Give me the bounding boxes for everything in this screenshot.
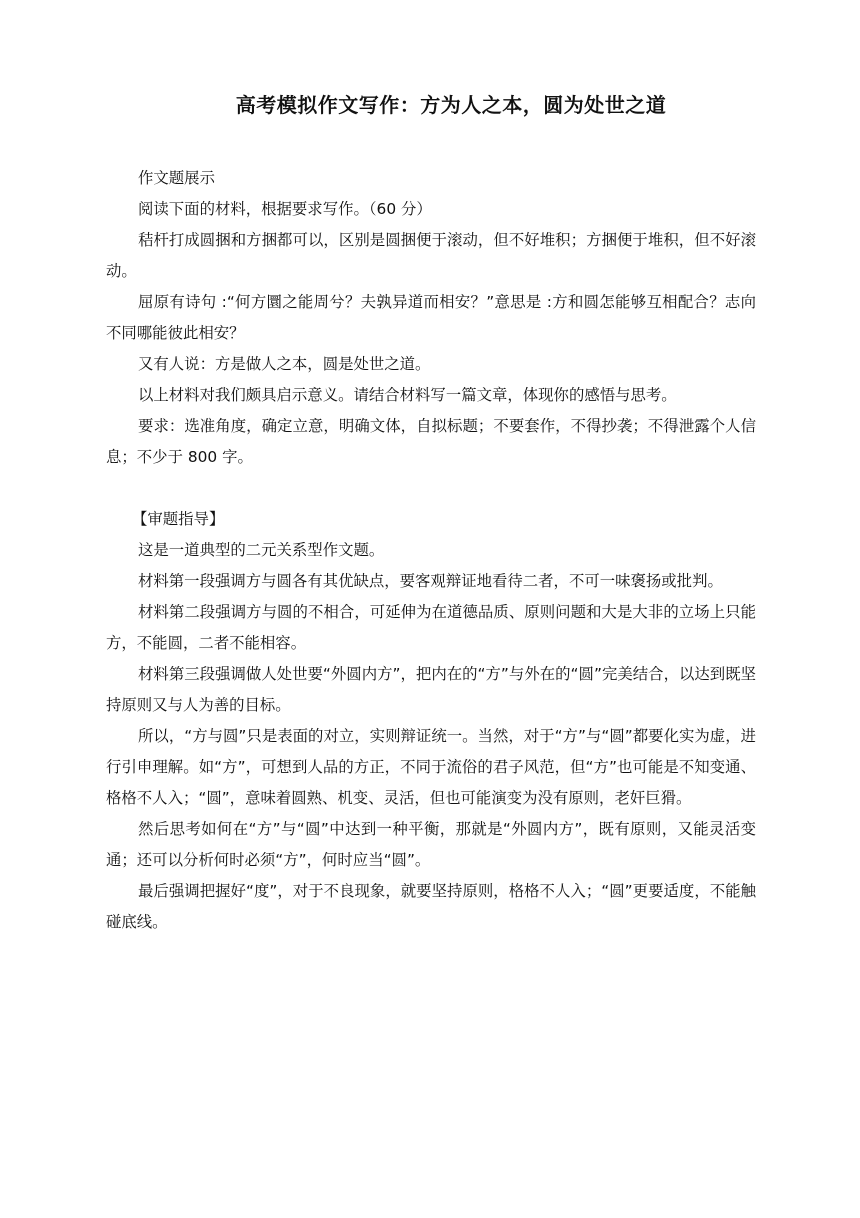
prompt-paragraph: 秸杆打成圆捆和方捆都可以，区别是圆捆便于滚动，但不好堆积；方捆便于堆积，但不好滚动。 xyxy=(106,231,756,280)
guidance-paragraph: 这是一道典型的二元关系型作文题。 xyxy=(138,541,385,559)
prompt-paragraph: 以上材料对我们颇具启示意义。请结合材料写一篇文章，体现你的感悟与思考。 xyxy=(138,386,677,404)
guidance-heading: 【审题指导】 xyxy=(132,510,225,528)
prompt-paragraph: 要求：选准角度，确定立意，明确文体，自拟标题；不要套作，不得抄袭；不得泄露个人信息；不少于 800 字。 xyxy=(106,417,756,466)
prompt-paragraph: 屈原有诗句 :“何方圜之能周兮？夫孰异道而相安？”意思是 :方和圆怎能够互相配合？志向不同哪能彼此相安？ xyxy=(106,293,756,342)
guidance-paragraph: 最后强调把握好“度”，对于不良现象，就要坚持原则，格格不人入；“圆”更要适度，不能触碰底线。 xyxy=(106,882,756,931)
guidance-paragraph: 材料第三段强调做人处世要“外圆内方”，把内在的“方”与外在的“圆”完美结合，以达到既坚持原则又与人为善的目标。 xyxy=(106,665,756,714)
document-body xyxy=(106,163,756,938)
prompt-paragraph: 又有人说：方是做人之本，圆是处世之道。 xyxy=(138,355,431,373)
prompt-heading: 作文题展示 xyxy=(138,169,215,187)
guidance-paragraph: 材料第二段强调方与圆的不相合，可延伸为在道德品质、原则问题和大是大非的立场上只能方，不能圆，二者不能相容。 xyxy=(106,603,756,652)
guidance-paragraph: 然后思考如何在“方”与“圆”中达到一种平衡，那就是“外圆内方”，既有原则，又能灵活变通；还可以分析何时必须“方”，何时应当“圆”。 xyxy=(106,820,756,869)
guidance-paragraph: 所以，“方与圆”只是表面的对立，实则辩证统一。当然，对于“方”与“圆”都要化实为虚，进行引申理解。如“方”，可想到人品的方正，不同于流俗的君子风范，但“方”也可能是不知变通、格格不人入；“圆”，意味着圆熟、机变、灵活，但也可能演变为没有原则，老奸巨猾。 xyxy=(106,727,756,807)
prompt-paragraph: 阅读下面的材料，根据要求写作。（60 分） xyxy=(138,200,432,218)
guidance-paragraph: 材料第一段强调方与圆各有其优缺点，要客观辩证地看待二者，不可一味褒扬或批判。 xyxy=(138,572,723,590)
document-title: 高考模拟作文写作：方为人之本，圆为处世之道 xyxy=(235,93,667,117)
